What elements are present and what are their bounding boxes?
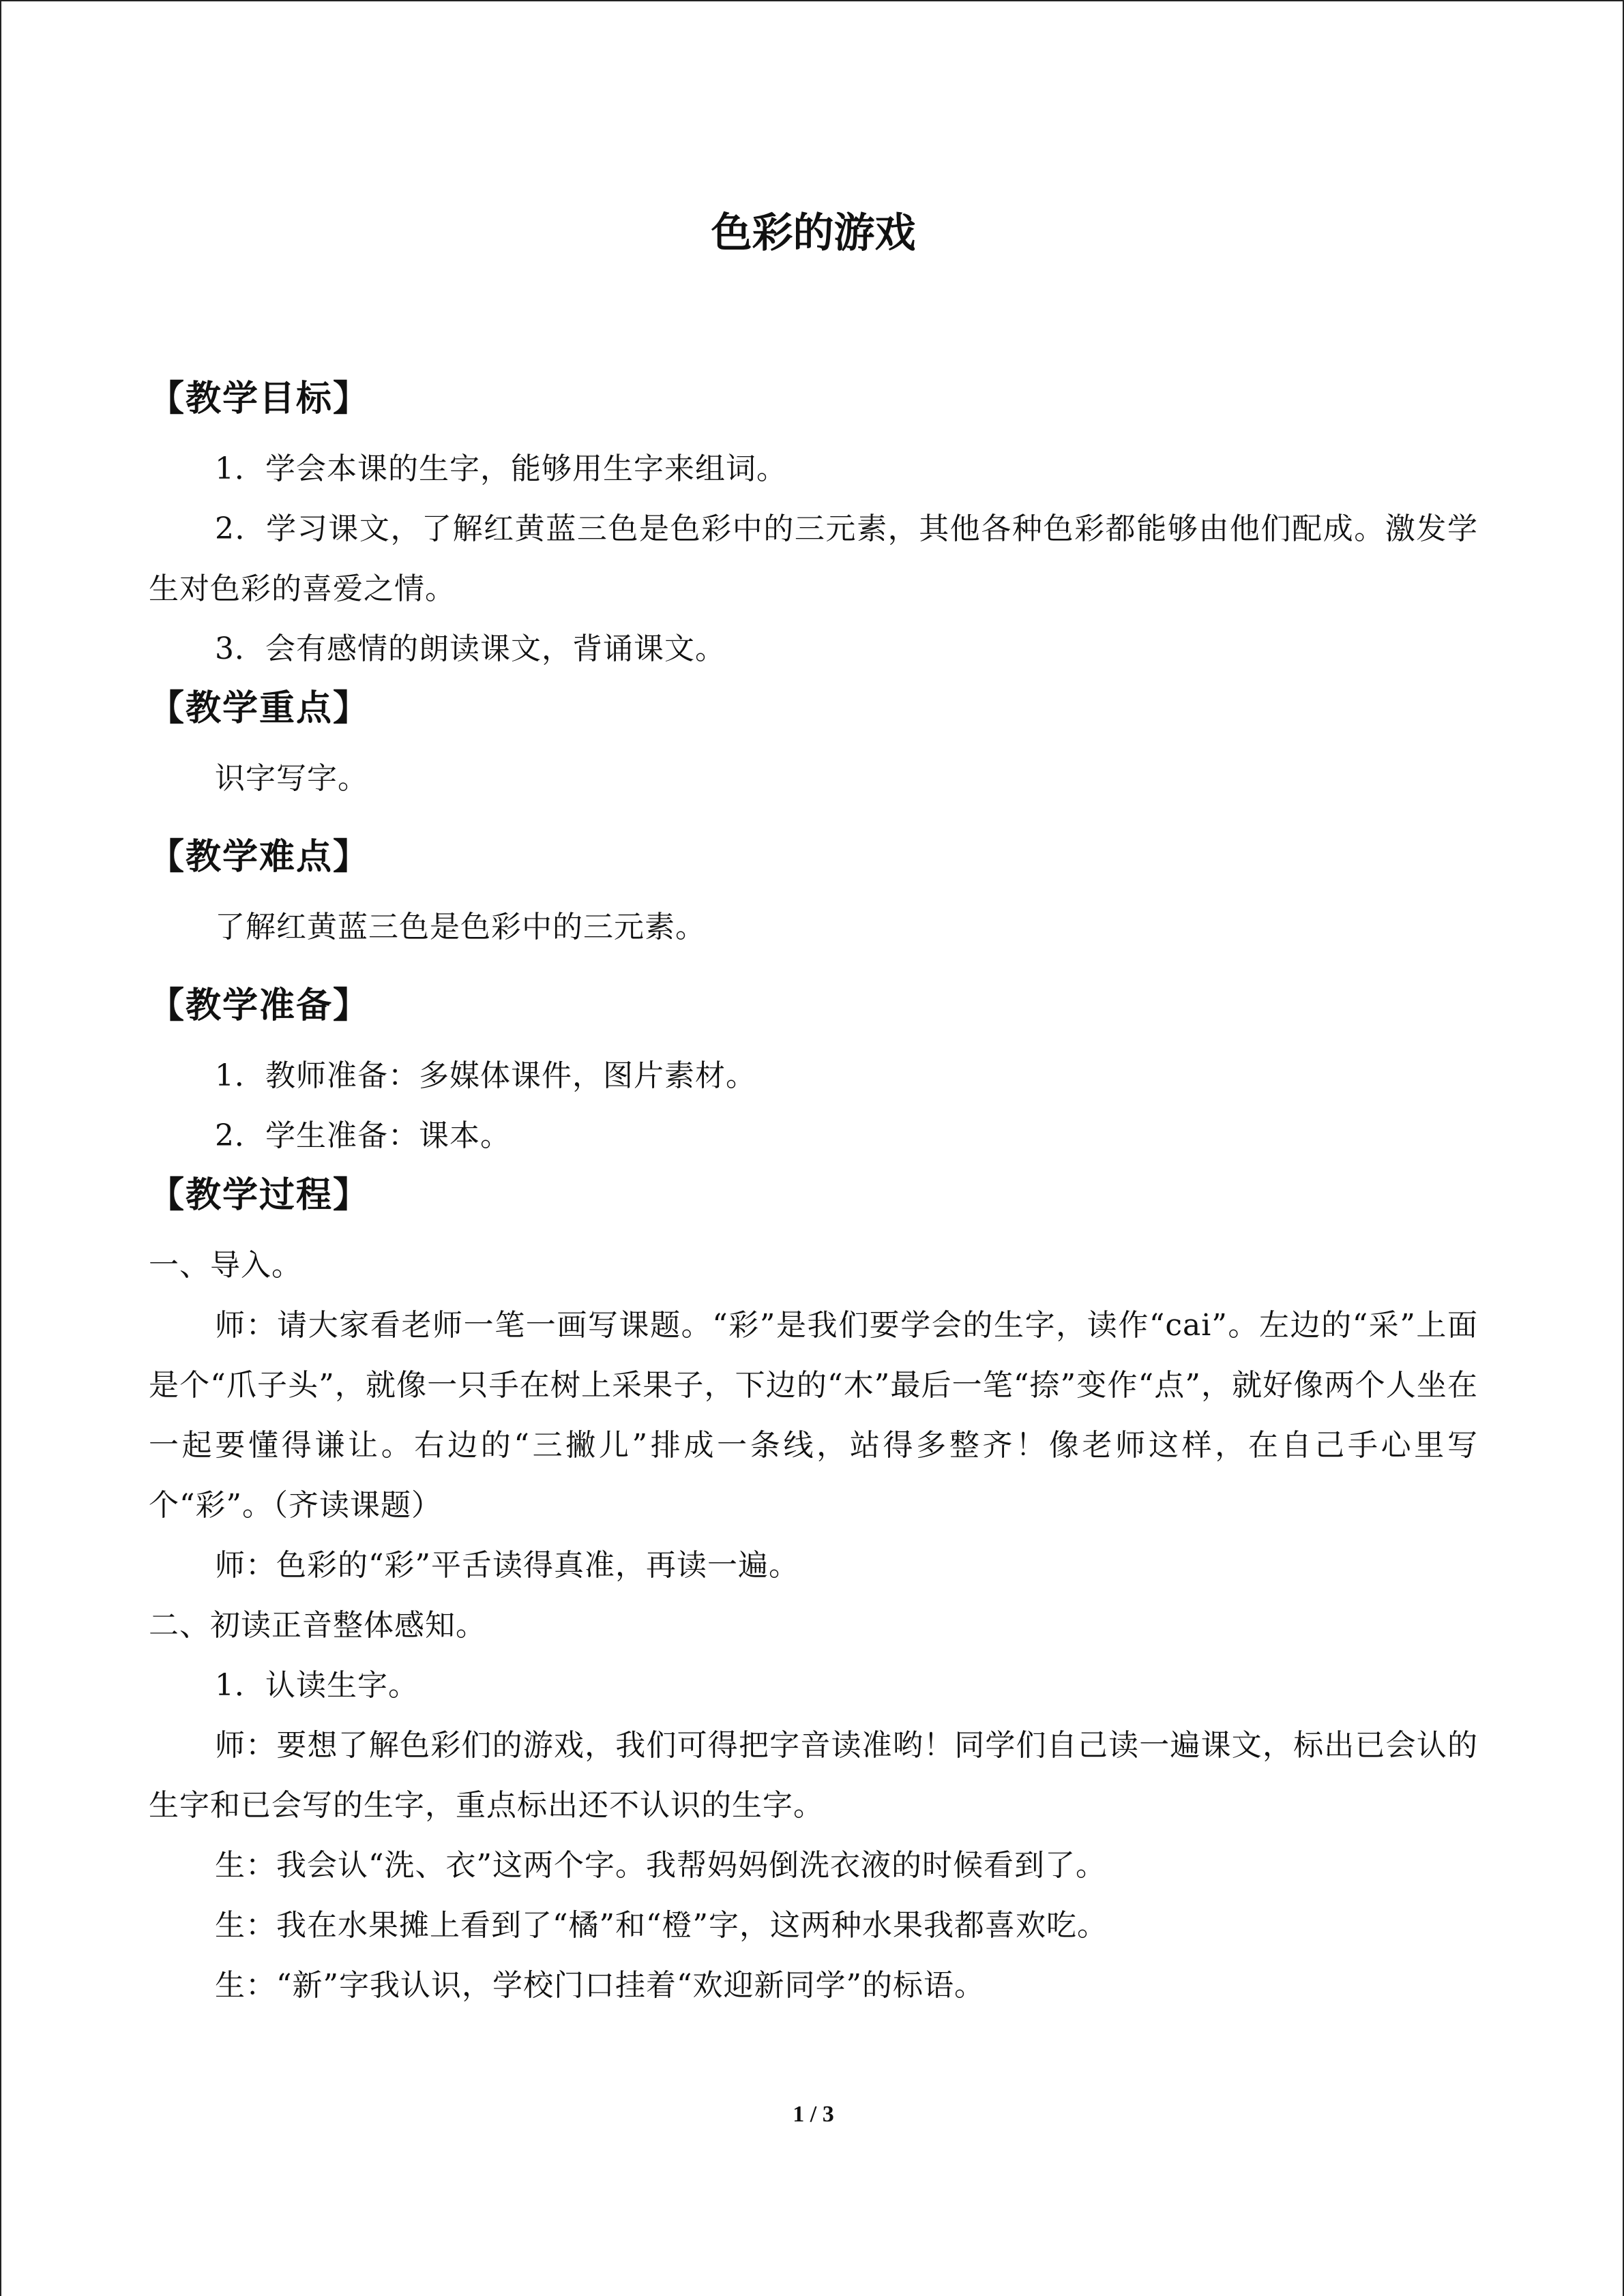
process-paragraph: 师：色彩的“彩”平舌读得真准，再读一遍。 — [215, 1548, 799, 1583]
section-heading-key-points: 【教学重点】 — [149, 688, 370, 729]
process-paragraph: 师：要想了解色彩们的游戏，我们可得把字音读准哟！同学们自己读一遍课文，标出已会认的生字和已会写的生字，重点标出还不认识的生字。 — [149, 1728, 1478, 1823]
preparation-item-1: 1．教师准备：多媒体课件，图片素材。 — [215, 1058, 756, 1093]
goal-item-1: 1．学会本课的生字，能够用生字来组词。 — [215, 451, 787, 486]
preparation-item-2: 2．学生准备：课本。 — [215, 1118, 511, 1153]
goal-item-3: 3．会有感情的朗读课文，背诵课文。 — [215, 631, 726, 666]
page-number: 1 / 3 — [793, 2102, 834, 2127]
process-paragraph: 生：我在水果摊上看到了“橘”和“橙”字，这两种水果我都喜欢吃。 — [215, 1908, 1108, 1943]
section-heading-difficulties: 【教学难点】 — [149, 837, 370, 878]
process-paragraph: 生：我会认“洗、衣”这两个字。我帮妈妈倒洗衣液的时候看到了。 — [215, 1848, 1106, 1883]
process-paragraph: 生：“新”字我认识，学校门口挂着“欢迎新同学”的标语。 — [215, 1968, 985, 2003]
page-title: 色彩的游戏 — [711, 209, 916, 257]
document-content — [149, 206, 1478, 2016]
goal-item-2: 2．学习课文，了解红黄蓝三色是色彩中的三元素，其他各种色彩都能够由他们配成。激发学生对色彩的喜爱之情。 — [149, 511, 1478, 606]
process-paragraph: 师：请大家看老师一笔一画写课题。“彩”是我们要学会的生字，读作“cai”。左边的“采”上面是个“爪子头”，就像一只手在树上采果子，下边的“木”最后一笔“捺”变作“点”，就好像两个人坐在一起要懂得谦让。右边的“三撇儿”排成一条线，站得多整齐！像老师这样，在自己手心里写个“彩”。（齐读课题） — [149, 1308, 1478, 1523]
difficulty-text: 了解红黄蓝三色是色彩中的三元素。 — [215, 910, 706, 944]
section-heading-process: 【教学过程】 — [149, 1175, 370, 1216]
key-point-text: 识字写字。 — [215, 761, 368, 796]
section-heading-preparation: 【教学准备】 — [149, 985, 370, 1026]
section-heading-goals: 【教学目标】 — [149, 378, 370, 419]
process-paragraph: 1．认读生字。 — [215, 1668, 419, 1703]
process-step-reading: 二、初读正音整体感知。 — [149, 1608, 486, 1643]
process-step-intro: 一、导入。 — [149, 1248, 302, 1283]
